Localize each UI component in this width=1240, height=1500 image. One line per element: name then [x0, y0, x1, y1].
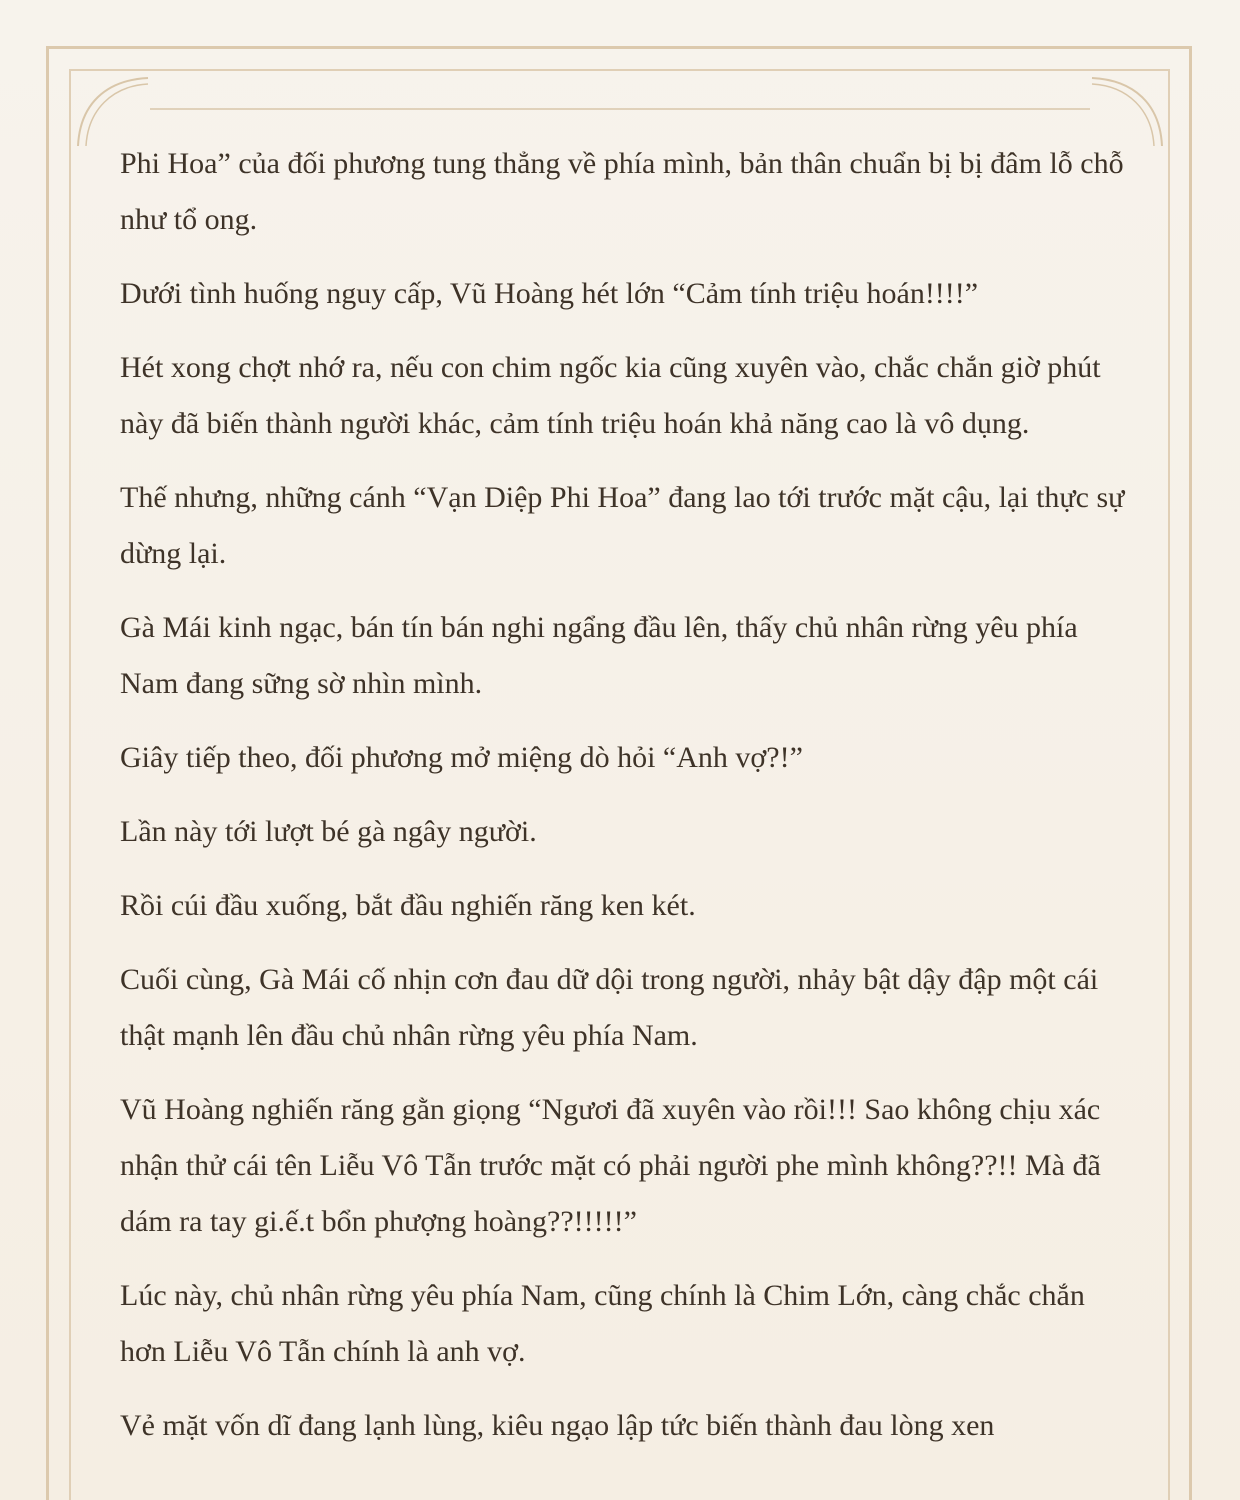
paragraph: Vẻ mặt vốn dĩ đang lạnh lùng, kiêu ngạo lập tức biến thành đau lòng xen	[120, 1409, 995, 1442]
paragraph: Lúc này, chủ nhân rừng yêu phía Nam, cũng chính là Chim Lớn, càng chắc chắn hơn Liễu Vô Tẫn chính là anh vợ.	[120, 1279, 1085, 1368]
paragraph: Phi Hoa” của đối phương tung thẳng về phía mình, bản thân chuẩn bị bị đâm lỗ chỗ như tổ ong.	[120, 147, 1124, 236]
paragraph: Cuối cùng, Gà Mái cố nhịn cơn đau dữ dội trong người, nhảy bật dậy đập một cái thật mạnh lên đầu chủ nhân rừng yêu phía Nam.	[120, 963, 1099, 1052]
paragraph: Giây tiếp theo, đối phương mở miệng dò hỏi “Anh vợ?!”	[120, 741, 803, 774]
paragraph: Dưới tình huống nguy cấp, Vũ Hoàng hét lớn “Cảm tính triệu hoán!!!!”	[120, 277, 979, 310]
paragraph: Gà Mái kinh ngạc, bán tín bán nghi ngẩng đầu lên, thấy chủ nhân rừng yêu phía Nam đang sững sờ nhìn mình.	[120, 611, 1078, 700]
chapter-text	[120, 136, 1130, 1472]
paragraph: Hét xong chợt nhớ ra, nếu con chim ngốc kia cũng xuyên vào, chắc chắn giờ phút này đã biến thành người khác, cảm tính triệu hoán khả năng cao là vô dụng.	[120, 351, 1101, 440]
paragraph: Vũ Hoàng nghiến răng gằn giọng “Ngươi đã xuyên vào rồi!!! Sao không chịu xác nhận thử cái tên Liễu Vô Tẫn trước mặt có phải người phe mình không??!! Mà đã dám ra tay gi.ế.t bổn phượng hoàng??!!!!!”	[120, 1093, 1101, 1238]
paragraph: Thế nhưng, những cánh “Vạn Diệp Phi Hoa” đang lao tới trước mặt cậu, lại thực sự dừng lại.	[120, 481, 1125, 570]
paragraph: Lần này tới lượt bé gà ngây người.	[120, 815, 537, 848]
paragraph: Rồi cúi đầu xuống, bắt đầu nghiến răng ken két.	[120, 889, 696, 922]
